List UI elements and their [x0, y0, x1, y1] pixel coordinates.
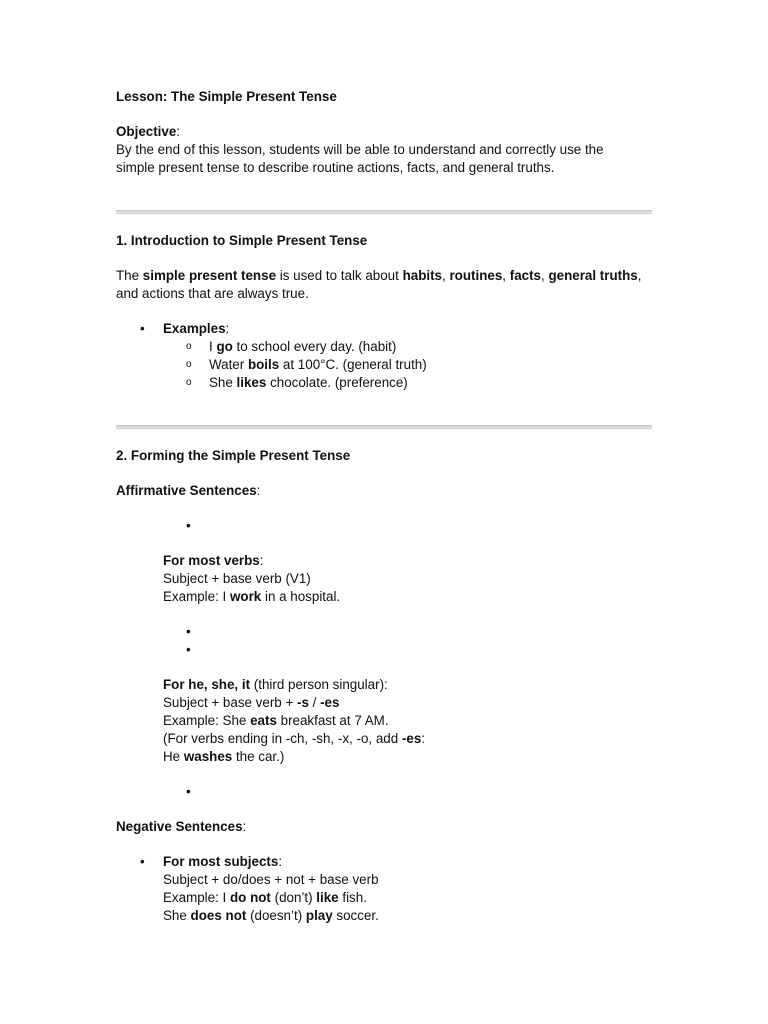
most-verbs-example: Example: I work in a hospital.: [163, 589, 341, 604]
bullet-icon: •: [186, 784, 191, 799]
most-verbs-formula: Subject + base verb (V1): [163, 571, 311, 586]
list-item: o I go to school every day. (habit): [186, 339, 397, 354]
empty-bullet: [116, 641, 652, 659]
bullet-icon: •: [140, 854, 145, 869]
circle-bullet-icon: o: [186, 377, 192, 388]
third-person-rule: (For verbs ending in -ch, -sh, -x, -o, add -es:: [163, 731, 425, 746]
list-item: o Water boils at 100°C. (general truth): [186, 357, 427, 372]
list-item: o She likes chocolate. (preference): [186, 375, 408, 390]
affirmative-label: Affirmative Sentences:: [116, 483, 261, 498]
empty-bullet: [116, 783, 652, 801]
negative-list: [116, 853, 652, 871]
empty-bullet: [116, 517, 652, 535]
empty-bullet: [116, 623, 652, 641]
list-item: • Examples:: [140, 321, 230, 336]
intro-line-1: The simple present tense is used to talk about habits, routines, facts, general truths,: [116, 268, 642, 283]
bullet-icon: •: [140, 321, 145, 336]
examples-list: [116, 320, 652, 392]
negative-example: Example: I do not (don’t) like fish.: [163, 890, 367, 905]
section-1-heading: 1. Introduction to Simple Present Tense: [116, 233, 368, 248]
document-page: [116, 88, 652, 925]
third-person-rule-example: He washes the car.): [163, 749, 285, 764]
bullet-icon: •: [186, 518, 191, 533]
circle-bullet-icon: o: [186, 341, 192, 352]
bullet-icon: •: [186, 642, 191, 657]
objective-text-line-1: By the end of this lesson, students will be able to understand and correctly use the: [116, 142, 604, 157]
negative-formula: Subject + do/does + not + base verb: [163, 872, 379, 887]
section-2-heading: 2. Forming the Simple Present Tense: [116, 448, 351, 463]
list-item: • For most subjects:: [140, 854, 283, 869]
intro-line-2: and actions that are always true.: [116, 286, 309, 301]
negative-label: Negative Sentences:: [116, 819, 247, 834]
third-person-example: Example: She eats breakfast at 7 AM.: [163, 713, 389, 728]
most-verbs-label: For most verbs:: [163, 553, 264, 568]
third-person-formula: Subject + base verb + -s / -es: [163, 695, 340, 710]
third-person-label: For he, she, it (third person singular):: [163, 677, 388, 692]
bullet-icon: •: [186, 624, 191, 639]
lesson-title: Lesson: The Simple Present Tense: [116, 89, 337, 104]
negative-example-2: She does not (doesn’t) play soccer.: [163, 908, 379, 923]
circle-bullet-icon: o: [186, 359, 192, 370]
objective-label: Objective:: [116, 124, 181, 139]
objective-text-line-2: simple present tense to describe routine actions, facts, and general truths.: [116, 160, 555, 175]
